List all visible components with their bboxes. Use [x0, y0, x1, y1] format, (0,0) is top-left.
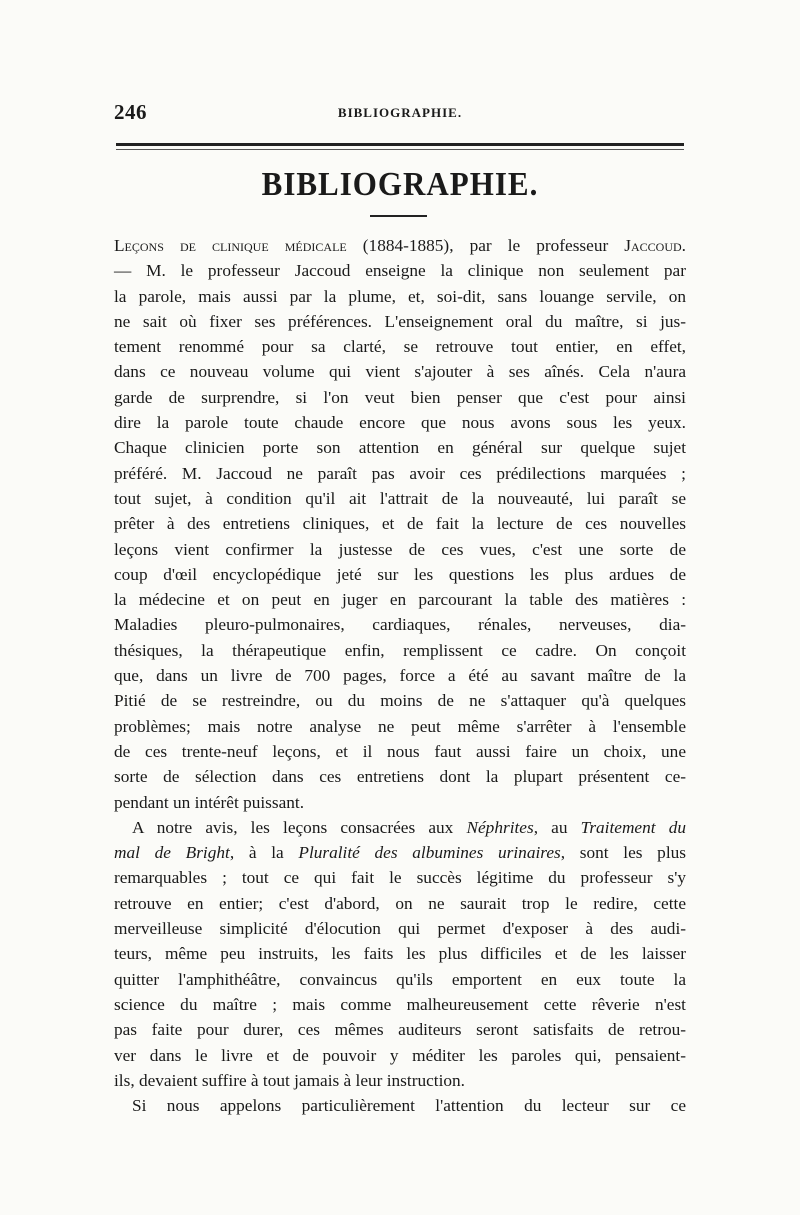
running-title: BIBLIOGRAPHIE. [337, 105, 463, 120]
text-line: remarquables ; tout ce qui fait le succès légitime du professeur s'y [114, 868, 686, 888]
text-line: préféré. M. Jaccoud ne paraît pas avoir ces prédilections marquées ; [114, 463, 686, 483]
text-line: tement renommé pour sa clarté, se retrouve tout entier, en effet, [114, 337, 686, 357]
emphasis: Pluralité des albumines urinaires [298, 843, 561, 863]
text-line: pas faite pour durer, ces mêmes auditeurs seront satisfaits de retrou- [114, 1020, 686, 1040]
emphasis: Traitement du [580, 817, 686, 837]
text-line: tout sujet, à condition qu'il ait l'attrait de la nouveauté, lui paraît se [114, 488, 686, 508]
text-line: Maladies pleuro-pulmonaires, cardiaques, rénales, nerveuses, dia- [114, 615, 686, 635]
text-line: Chaque clinicien porte son attention en général sur quelque sujet [114, 438, 686, 458]
text-line: dans ce nouveau volume qui vient s'ajouter à ses aînés. Cela n'aura [114, 362, 686, 382]
body-text [114, 233, 686, 1118]
text-line: leçons vient confirmer la justesse de ces vues, c'est une sorte de [114, 539, 686, 559]
page-number: 246 [114, 100, 147, 124]
text-line: — M. le professeur Jaccoud enseigne la clinique non seulement par [114, 261, 686, 281]
header-rule-thick [116, 143, 684, 146]
text-line: que, dans un livre de 700 pages, force a été au savant maître de la [114, 666, 686, 686]
text-line: Pitié de se restreindre, ou du moins de ne s'attaquer qu'à quelques [114, 691, 686, 711]
text-line: sorte de sélection dans ces entretiens dont la plupart présentent ce- [114, 767, 686, 787]
text-line: ne sait où fixer ses préférences. L'enseignement oral du maître, si jus- [114, 311, 686, 331]
text-line: ils, devaient suffire à tout jamais à leur instruction. [114, 1070, 465, 1090]
text-line: coup d'œil encyclopédique jeté sur les questions les plus ardues de [114, 564, 686, 584]
text-line: teurs, même peu instruits, les faits les plus difficiles et de les laisser [114, 944, 686, 964]
text-line: garde de surprendre, si l'on veut bien penser que c'est pour ainsi [114, 387, 686, 407]
header-rule-thin [116, 149, 684, 150]
text-line: Si nous appelons particulièrement l'attention du lecteur sur ce [132, 1096, 686, 1116]
text-line: retrouve en entier; c'est d'abord, on ne saurait trop le redire, cette [114, 893, 686, 913]
emphasis: Néphrites [466, 817, 534, 837]
text-line: thésiques, la thérapeutique enfin, remplissent ce cadre. On conçoit [114, 640, 686, 660]
emphasis: mal de Bright [114, 843, 230, 863]
book-title: Leçons de clinique médicale [114, 236, 347, 255]
text-line: pendant un intérêt puissant. [114, 792, 305, 812]
title-rule [370, 215, 427, 217]
text-line: dire la parole toute chaude encore que nous avons sous les yeux. [114, 413, 686, 433]
text-line: mal de Bright, à la Pluralité des albumines urinaires, sont les plus [114, 843, 686, 863]
text-line: la médecine et on peut en juger en parcourant la table des matières : [114, 590, 686, 610]
text-line: la parole, mais aussi par la plume, et, soi-dit, sans louange servile, on [114, 286, 686, 306]
text-line: science du maître ; mais comme malheureusement cette rêverie n'est [114, 994, 686, 1014]
section-title: BIBLIOGRAPHIE. [261, 164, 539, 203]
text-line: de ces trente-neuf leçons, et il nous faut aussi faire un choix, une [114, 741, 686, 761]
text-line: merveilleuse simplicité d'élocution qui permet d'exposer à des audi- [114, 919, 686, 939]
text-line: quitter l'amphithéâtre, convaincus qu'ils emportent en eux toute la [114, 969, 686, 989]
text-line: problèmes; mais notre analyse ne peut même s'arrêter à l'ensemble [114, 716, 686, 736]
running-head [114, 100, 686, 130]
text-line: prêter à des entretiens cliniques, et de fait la lecture de ces nouvelles [114, 514, 686, 534]
text-line: Leçons de clinique médicale (1884-1885), par le professeur Jaccoud. [114, 236, 686, 255]
text-line: ver dans le livre et de pouvoir y méditer les paroles qui, pensaient- [114, 1045, 686, 1065]
author-name: Jaccoud. [624, 236, 686, 255]
text-line: A notre avis, les leçons consacrées aux Néphrites, au Traitement du [132, 817, 686, 837]
